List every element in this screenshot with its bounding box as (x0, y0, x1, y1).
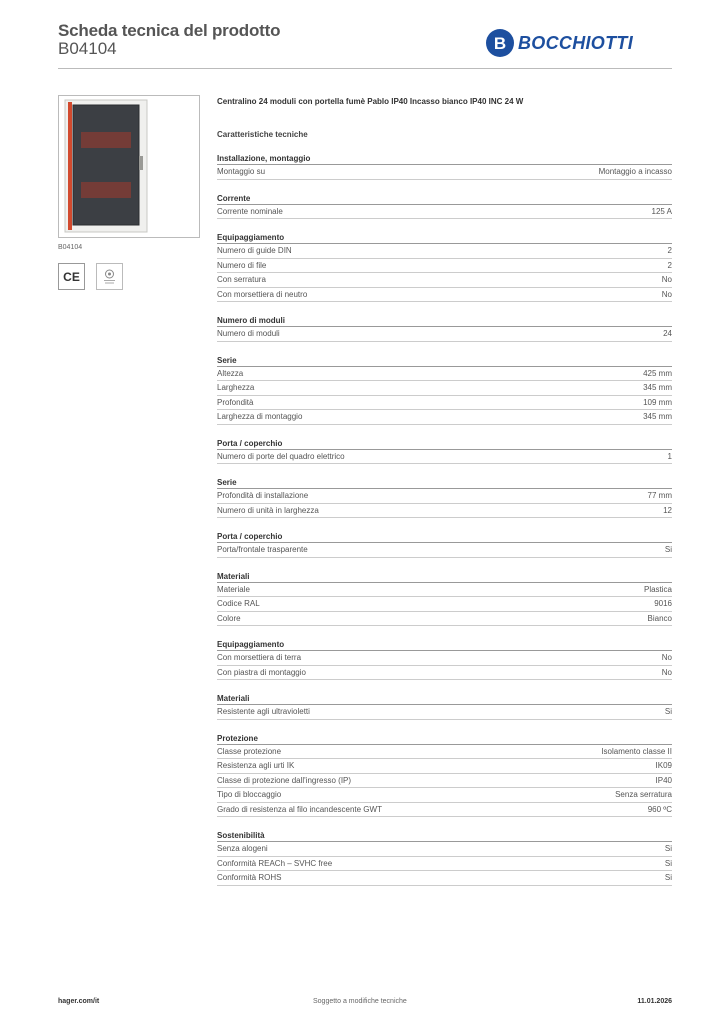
group-title: Serie (217, 477, 672, 489)
footer-website: hager.com/it (58, 998, 100, 1005)
feature-group (217, 438, 672, 465)
feature-group (217, 693, 672, 720)
spec-row (217, 450, 672, 465)
spec-label: Resistente agli ultravioletti (217, 707, 310, 716)
spec-label: Classe protezione (217, 746, 282, 756)
spec-value: 345 mm (643, 412, 672, 421)
feature-groups (217, 153, 672, 886)
spec-value: Si (664, 707, 672, 716)
feature-group (217, 531, 672, 558)
spec-row (217, 745, 672, 760)
spec-value: Si (664, 844, 672, 853)
feature-group (217, 830, 672, 886)
page-title: Scheda tecnica del prodotto (58, 21, 281, 40)
group-title: Serie (217, 355, 672, 367)
footer-date: 11.01.2026 (637, 998, 672, 1005)
spec-row (217, 205, 672, 220)
group-title: Numero di moduli (217, 315, 672, 327)
brand-name: BOCCHIOTTI (518, 32, 633, 53)
spec-label: Conformità REACh – SVHC free (217, 858, 333, 868)
spec-value: 1 (667, 451, 672, 461)
spec-value: No (661, 653, 672, 662)
spec-label: Numero di unità in larghezza (217, 505, 319, 515)
certification-icon (96, 263, 123, 290)
product-image (58, 95, 200, 238)
spec-row (217, 273, 672, 288)
spec-label: Con morsettiera di neutro (217, 289, 308, 299)
spec-label: Numero di moduli (217, 329, 280, 338)
spec-row (217, 597, 672, 612)
svg-text:B: B (493, 34, 507, 53)
spec-value: Isolamento classe II (601, 746, 672, 756)
spec-value: 2 (667, 246, 672, 255)
spec-value: No (661, 275, 672, 284)
spec-label: Numero di file (217, 260, 267, 270)
spec-row (217, 244, 672, 259)
spec-label: Numero di guide DIN (217, 246, 292, 255)
spec-label: Con serratura (217, 275, 266, 284)
spec-label: Profondità (217, 397, 254, 407)
spec-row (217, 803, 672, 818)
spec-value: 345 mm (643, 383, 672, 392)
spec-row (217, 288, 672, 303)
spec-label: Altezza (217, 368, 244, 378)
spec-label: Con piastra di montaggio (217, 667, 306, 677)
spec-row (217, 327, 672, 342)
spec-value: Senza serratura (615, 790, 672, 799)
spec-value: IK09 (655, 761, 672, 770)
spec-label: Materiale (217, 584, 250, 594)
spec-value: Si (664, 858, 672, 868)
spec-value: 425 mm (643, 368, 672, 378)
spec-value: Si (664, 873, 672, 882)
group-title: Porta / coperchio (217, 531, 672, 543)
footer-disclaimer: Soggetto a modifiche tecniche (313, 998, 407, 1005)
brand-logo-icon (486, 29, 514, 57)
spec-row (217, 489, 672, 504)
spec-label: Resistenza agli urti IK (217, 761, 295, 770)
group-title: Porta / coperchio (217, 438, 672, 450)
spec-row (217, 842, 672, 857)
group-title: Corrente (217, 193, 672, 205)
spec-label: Tipo di bloccaggio (217, 790, 282, 799)
spec-value: 109 mm (643, 397, 672, 407)
spec-value: 2 (667, 260, 672, 270)
feature-group (217, 477, 672, 518)
product-code: B04104 (58, 39, 117, 58)
spec-row (217, 666, 672, 681)
feature-group (217, 639, 672, 680)
spec-row (217, 367, 672, 382)
spec-label: Con morsettiera di terra (217, 653, 302, 662)
feature-group (217, 355, 672, 425)
spec-row (217, 583, 672, 598)
spec-label: Classe di protezione dall'ingresso (IP) (217, 775, 352, 785)
feature-group (217, 733, 672, 818)
brand-logo (486, 29, 633, 57)
spec-row (217, 759, 672, 774)
spec-label: Senza alogeni (217, 844, 268, 853)
spec-row (217, 651, 672, 666)
spec-label: Colore (217, 613, 241, 623)
feature-group (217, 153, 672, 180)
spec-value: IP40 (655, 775, 672, 785)
spec-row (217, 396, 672, 411)
spec-value: 77 mm (647, 491, 672, 500)
spec-row (217, 381, 672, 396)
technical-features-title: Caratteristiche tecniche (217, 130, 308, 139)
group-title: Equipaggiamento (217, 639, 672, 651)
spec-row (217, 410, 672, 425)
spec-label: Larghezza (217, 383, 255, 392)
spec-row (217, 857, 672, 872)
spec-row (217, 504, 672, 519)
spec-value: Montaggio a incasso (598, 167, 672, 176)
spec-row (217, 259, 672, 274)
spec-value: No (661, 667, 672, 677)
spec-label: Profondità di installazione (217, 491, 309, 500)
spec-label: Grado di resistenza al filo incandescente GWT (217, 804, 382, 814)
spec-label: Larghezza di montaggio (217, 412, 303, 421)
group-title: Sostenibilità (217, 830, 672, 842)
spec-row (217, 788, 672, 803)
spec-label: Porta/frontale trasparente (217, 545, 308, 554)
feature-group (217, 232, 672, 302)
spec-value: Si (664, 545, 672, 554)
spec-value: No (661, 289, 672, 299)
group-title: Equipaggiamento (217, 232, 672, 244)
spec-label: Numero di porte del quadro elettrico (217, 451, 345, 461)
image-caption: B04104 (58, 244, 83, 251)
feature-group (217, 193, 672, 220)
spec-value: 12 (663, 505, 672, 515)
spec-value: 24 (663, 329, 672, 338)
spec-row (217, 543, 672, 558)
spec-value: 125 A (651, 206, 672, 216)
spec-value: Bianco (647, 613, 672, 623)
group-title: Protezione (217, 733, 672, 745)
spec-value: 9016 (654, 599, 672, 608)
feature-group (217, 571, 672, 627)
group-title: Materiali (217, 693, 672, 705)
product-details (217, 95, 672, 886)
spec-label: Conformità ROHS (217, 873, 282, 882)
group-title: Installazione, montaggio (217, 153, 672, 165)
group-title: Materiali (217, 571, 672, 583)
feature-group (217, 315, 672, 342)
spec-row (217, 705, 672, 720)
spec-label: Codice RAL (217, 599, 260, 608)
spec-row (217, 871, 672, 886)
ce-mark-icon: CE (58, 263, 85, 290)
spec-label: Montaggio su (217, 167, 266, 176)
header-divider (58, 68, 672, 69)
spec-row (217, 165, 672, 180)
product-description: Centralino 24 moduli con portella fumè Pablo IP40 Incasso bianco IP40 INC 24 W (217, 97, 524, 106)
spec-row (217, 774, 672, 789)
spec-value: 960 ºC (647, 804, 672, 814)
spec-label: Corrente nominale (217, 206, 283, 216)
spec-value: Plastica (643, 584, 672, 594)
spec-row (217, 612, 672, 627)
